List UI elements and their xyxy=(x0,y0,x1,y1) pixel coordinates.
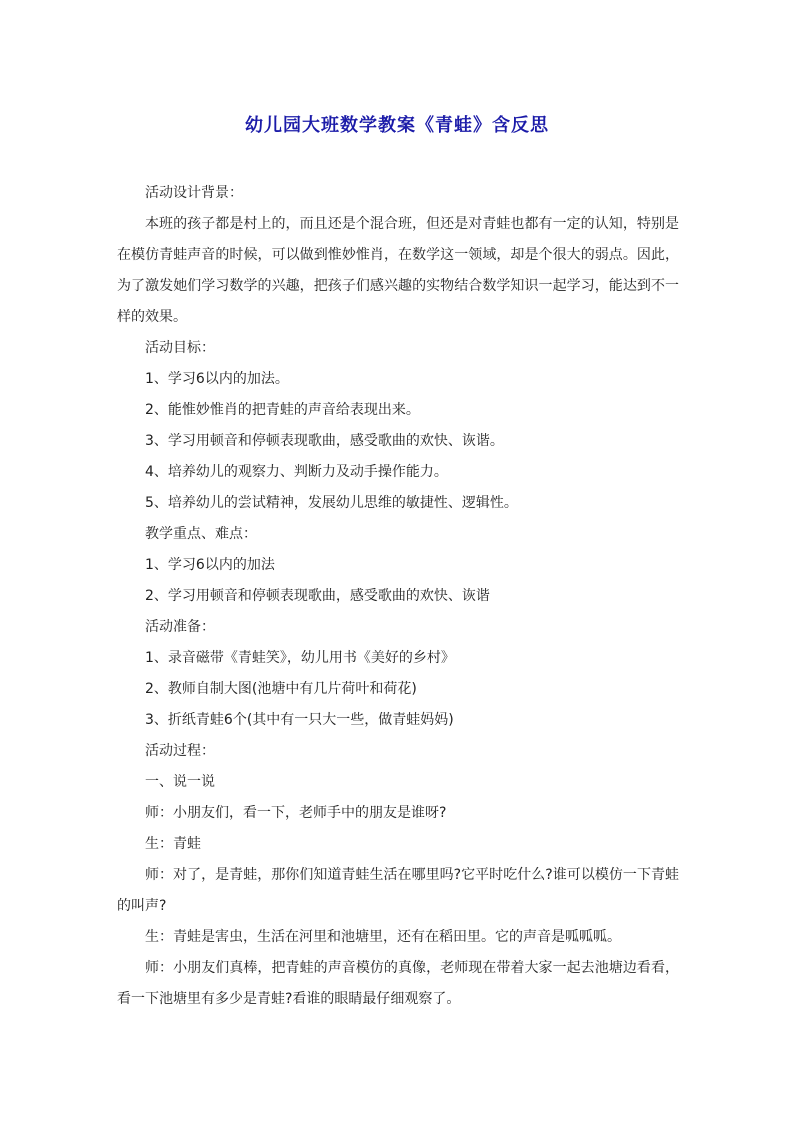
goal-item-2: 2、能惟妙惟肖的把青蛙的声音给表现出来。 xyxy=(145,402,420,418)
key-point-item-1: 1、学习6以内的加法 xyxy=(145,557,275,573)
section-heading-preparation: 活动准备： xyxy=(145,619,215,635)
dialogue-line: 师：对了，是青蛙，那你们知道青蛙生活在哪里吗?它平时吃什么?谁可以模仿一下青蛙的叫声? xyxy=(117,867,679,914)
process-step-1: 一、说一说 xyxy=(145,774,215,790)
goal-item-4: 4、培养幼儿的观察力、判断力及动手操作能力。 xyxy=(145,464,448,480)
preparation-item-1: 1、录音磁带《青蛙笑》，幼儿用书《美好的乡村》 xyxy=(145,650,455,666)
preparation-item-2: 2、教师自制大图(池塘中有几片荷叶和荷花) xyxy=(145,681,417,697)
dialogue-line: 生：青蛙是害虫，生活在河里和池塘里，还有在稻田里。它的声音是呱呱呱。 xyxy=(145,929,621,945)
section-heading-key-points: 教学重点、难点： xyxy=(145,526,257,542)
goal-item-3: 3、学习用顿音和停顿表现歌曲，感受歌曲的欢快、诙谐。 xyxy=(145,433,504,449)
section-heading-process: 活动过程： xyxy=(145,743,215,759)
key-point-item-2: 2、学习用顿音和停顿表现歌曲，感受歌曲的欢快、诙谐 xyxy=(145,588,490,604)
dialogue-line: 生：青蛙 xyxy=(145,836,201,852)
goal-item-1: 1、学习6以内的加法。 xyxy=(145,371,289,387)
dialogue-line: 师：小朋友们真棒，把青蛙的声音模仿的真像，老师现在带着大家一起去池塘边看看，看一下池塘里有多少是青蛙?看谁的眼睛最仔细观察了。 xyxy=(117,960,679,1007)
section-heading-goals: 活动目标： xyxy=(145,340,215,356)
goal-item-5: 5、培养幼儿的尝试精神，发展幼儿思维的敏捷性、逻辑性。 xyxy=(145,495,518,511)
section-heading-background: 活动设计背景： xyxy=(145,185,243,201)
document-body xyxy=(117,178,679,1015)
preparation-item-3: 3、折纸青蛙6个(其中有一只大一些，做青蛙妈妈) xyxy=(145,712,454,728)
page-title: 幼儿园大班数学教案《青蛙》含反思 xyxy=(245,115,549,136)
paragraph-background: 本班的孩子都是村上的，而且还是个混合班，但还是对青蛙也都有一定的认知，特别是在模仿青蛙声音的时候，可以做到惟妙惟肖，在数学这一领域，却是个很大的弱点。因此，为了激发她们学习数学的兴趣，把孩子们感兴趣的实物结合数学知识一起学习，能达到不一样的效果。 xyxy=(117,216,679,325)
dialogue-line: 师：小朋友们，看一下，老师手中的朋友是谁呀? xyxy=(145,805,447,821)
